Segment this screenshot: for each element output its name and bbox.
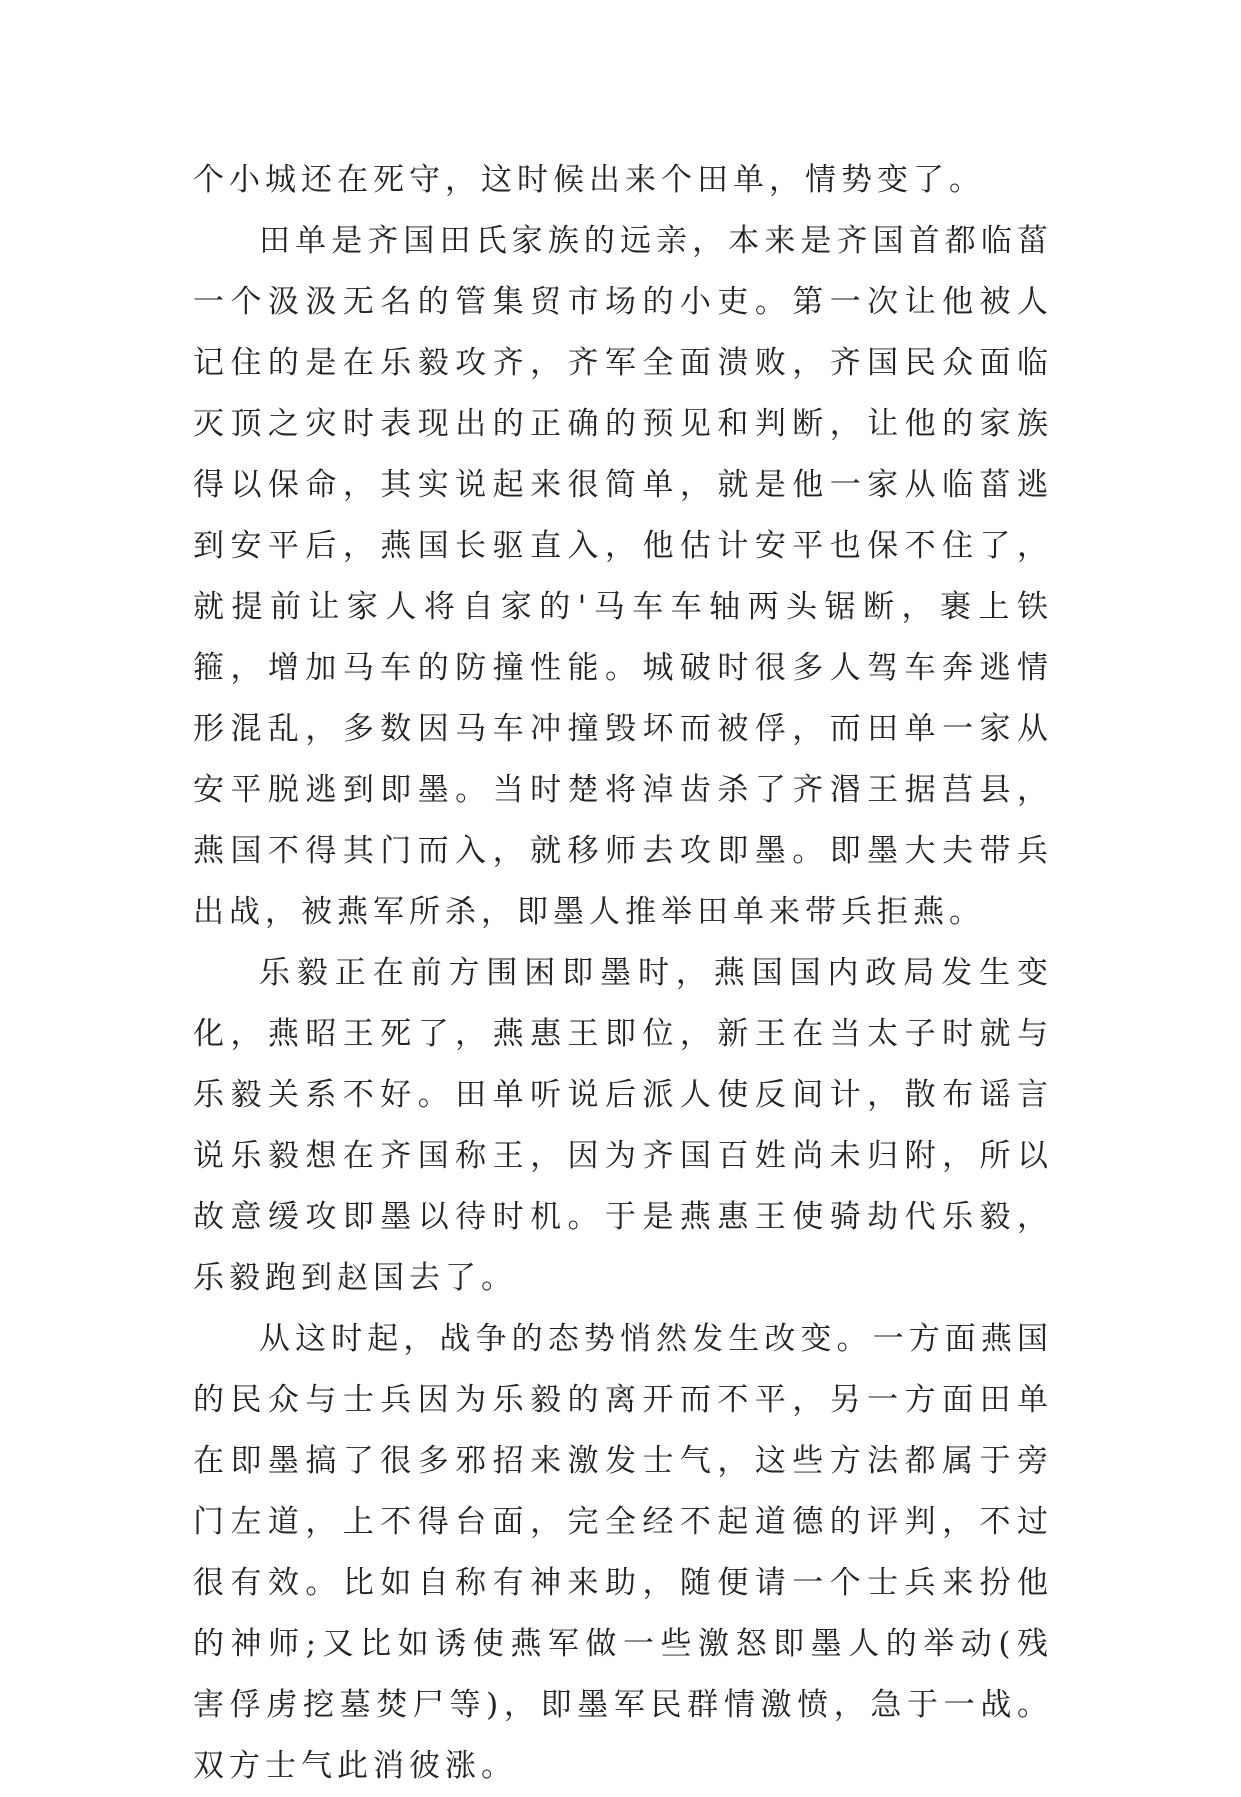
paragraph-tian-dan-background: 田单是齐国田氏家族的远亲，本来是齐国首都临菑一个汲汲无名的管集贸市场的小吏。第一次让他被人记住的是在乐毅攻齐，齐军全面溃败，齐国民众面临灭顶之灾时表现出的正确的预见和判断，让他的家族得以保命，其实说起来很简单，就是他一家从临菑逃到安平后，燕国长驱直入，他估计安平也保不住了，就提前让家人将自家的'马车车轴两头锯断，裹上铁箍，增加马车的防撞性能。城破时很多人驾车奔逃情形混乱，多数因马车冲撞毁坏而被俘，而田单一家从安平脱逃到即墨。当时楚将淖齿杀了齐湣王据莒县，燕国不得其门而入，就移师去攻即墨。即墨大夫带兵出战，被燕军所杀，即墨人推举田单来带兵拒燕。 bbox=[193, 223, 1053, 930]
paragraph-le-yi-replaced: 乐毅正在前方围困即墨时，燕国国内政局发生变化，燕昭王死了，燕惠王即位，新王在当太子时就与乐毅关系不好。田单听说后派人使反间计，散布谣言说乐毅想在齐国称王，因为齐国百姓尚未归附，所以故意缓攻即墨以待时机。于是燕惠王使骑劫代乐毅，乐毅跑到赵国去了。 bbox=[193, 955, 1053, 1296]
paragraph-war-turns: 从这时起，战争的态势悄然发生改变。一方面燕国的民众与士兵因为乐毅的离开而不平，另一方面田单在即墨搞了很多邪招来激发士气，这些方法都属于旁门左道，上不得台面，完全经不起道德的评判，不过很有效。比如自称有神来助，随便请一个士兵来扮他的神师;又比如诱使燕军做一些激怒即墨人的举动(残害俘虏挖墓焚尸等)，即墨军民群情激愤，急于一战。双方士气此消彼涨。 bbox=[193, 1321, 1053, 1784]
paragraph-continuation: 个小城还在死守，这时候出来个田单，情势变了。 bbox=[193, 162, 985, 198]
document-body bbox=[193, 150, 1053, 1797]
